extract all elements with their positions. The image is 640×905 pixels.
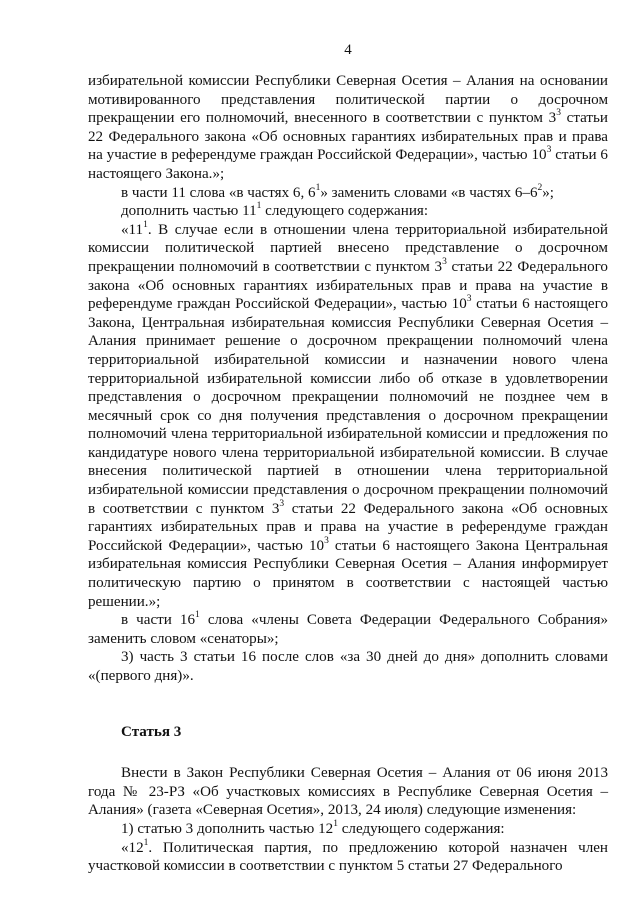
paragraph-part-12-1-text: «$12^1$. Политическая партия, по предложению которой назначен член участковой комиссии в соответствии с пунктом 5 статьи 27 Федерального <box>88 837 608 875</box>
paragraph-continuation: избирательной комиссии Республики Северная Осетия – Алания на основании мотивированного представления политической партии о досрочном прекращении его полномочий, внесенного в соответствии с пунктом $3^3$ статьи 22 Федерального закона «Об основных гарантиях избирательных прав и права на участие в референдуме граждан Российской Федерации», частью $10^3$ статьи 6 настоящего Закона.»; <box>88 73 608 182</box>
paragraph-item-1: 1) статью 3 дополнить частью $12^1$ следующего содержания: <box>121 818 505 837</box>
document-body <box>88 72 608 876</box>
paragraph-add-part: дополнить частью $11^1$ следующего содержания: <box>121 201 429 220</box>
page-number: 4 <box>344 42 352 58</box>
paragraph-part-16: в части $16^1$ слова «члены Совета Федерации Федерального Собрания» заменить словом «сенаторы»; <box>88 610 608 647</box>
paragraph-item-3: 3) часть 3 статьи 16 после слов «за 30 дней до дня» дополнить словами «(первого дня)». <box>88 649 608 684</box>
article-heading: Статья 3 <box>121 723 182 740</box>
paragraph-amendment-part-11: в части 11 слова «в частях 6, $6^1$» заменить словами «в частях $6-6^2$»; <box>121 182 554 201</box>
paragraph-article-3-intro: Внести в Закон Республики Северная Осетия – Алания от 06 июня 2013 года № 23-РЗ «Об участковых комиссиях в Республике Северная Осетия – Алания» (газета «Северная Осетия», 2013, 24 июля) следующие изменения: <box>88 765 608 819</box>
paragraph-part-11-1-text: «$11^1$. В случае если в отношении члена территориальной избирательной комиссии политической партией внесено представление о досрочном прекращении полномочий в соответствии с пунктом $3^3$ статьи 22 Федерального закона «Об основных гарантиях избирательных прав и права на участие в референдуме граждан Российской Федерации», частью $10^3$ статьи 6 настоящего Закона, Центральная избирательная комиссия Республики Северная Осетия – Алания принимает решение о досрочном прекращении полномочий члена территориальной избирательной комиссии и назначении нового члена территориальной избирательной комиссии либо об отказе в удовлетворении представления о досрочном прекращении полномочий не позднее чем в месячный срок со дня получения представления о досрочном прекращении полномочий члена территориальной избирательной комиссии и предложения по кандидатуре нового члена территориальной избирательной комиссии. В случае внесения политической партией в отношении члена территориальной избирательной комиссии представления о досрочном прекращении полномочий в соответствии с пунктом $3^3$ статьи 22 Федерального закона «Об основных гарантиях избирательных прав и права на участие в референдуме граждан Российской Федерации», частью $10^3$ статьи 6 настоящего Закона Центральная избирательная комиссия Республики Северная Осетия – Алания информирует политическую партию о принятом в соответствии с настоящей частью решении.»; <box>88 219 609 610</box>
